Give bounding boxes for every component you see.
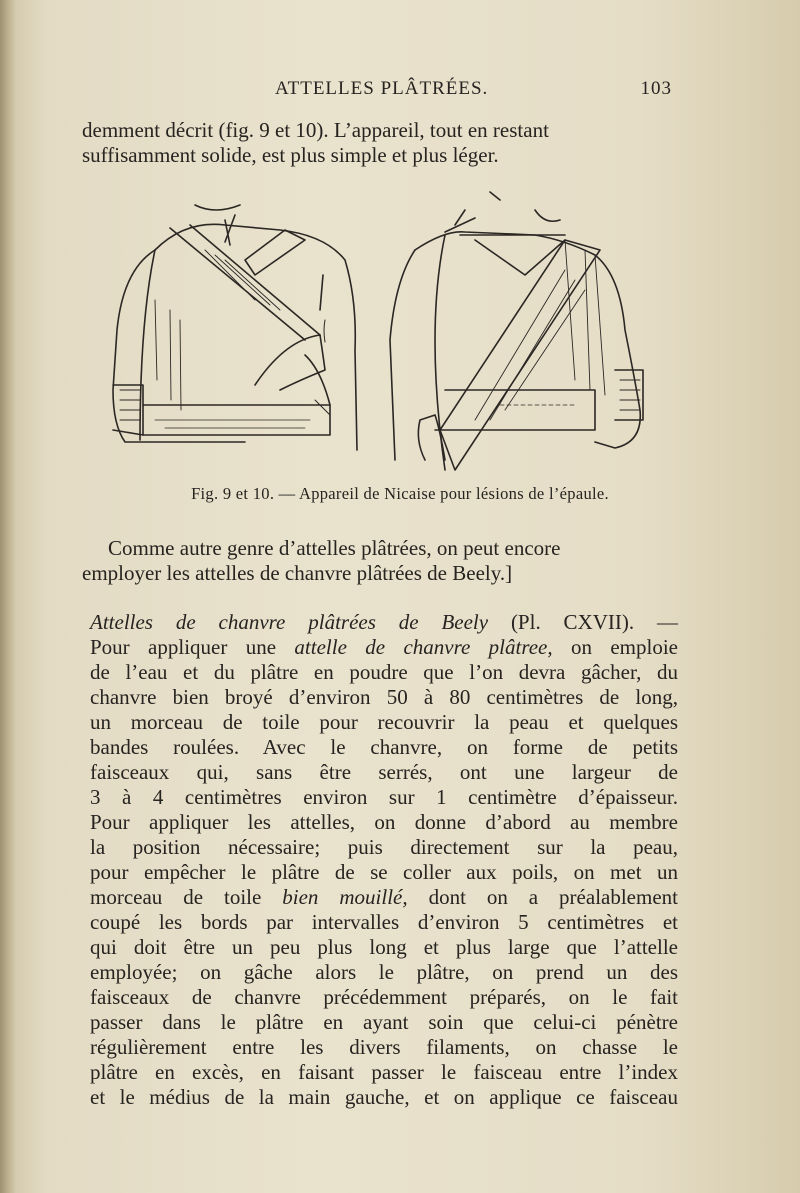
paragraph-beely-intro [82, 536, 674, 586]
running-title: ATTELLES PLÂTRÉES. [275, 78, 489, 99]
italic-term: bien mouillé, [282, 885, 408, 909]
figure-10-drawing [390, 192, 643, 470]
page-gutter-shadow [0, 0, 16, 1193]
text-fragment: dont on a préalablement [407, 885, 678, 909]
section-heading-line [90, 610, 678, 635]
text-line: Pour appliquer les attelles, on donne d’abord au membre [90, 810, 678, 834]
page-header [80, 78, 680, 108]
paragraph-continuation [82, 118, 678, 168]
text-line: la position nécessaire; puis directement sur la peau, [90, 835, 678, 859]
text-line: et le médius de la main gauche, et on applique ce faisceau [90, 1085, 678, 1109]
text-line: Comme autre genre d’attelles plâtrées, on peut encore [108, 536, 561, 560]
text-line: 3 à 4 centimètres environ sur 1 centimètre d’épaisseur. [90, 785, 678, 809]
text-line: demment décrit (fig. 9 et 10). L’appareil, tout en restant [82, 118, 549, 142]
text-line: de l’eau et du plâtre en poudre que l’on devra gâcher, du [90, 660, 678, 684]
text-line: plâtre en excès, en faisant passer le faisceau entre l’index [90, 1060, 678, 1084]
text-line: employer les attelles de chanvre plâtrées de Beely.] [82, 561, 513, 585]
text-line: régulièrement entre les divers filaments, on chasse le [90, 1035, 678, 1059]
italic-term: attelle de chanvre plâtree, [294, 635, 553, 659]
text-line: qui doit être un peu plus long et plus large que l’attelle [90, 935, 678, 959]
text-line [90, 635, 678, 660]
text-line: coupé les bords par intervalles d’environ 5 centimètres et [90, 910, 678, 934]
text-line [90, 885, 678, 910]
paragraph-beely-method [90, 610, 678, 1110]
figure-9-drawing [113, 205, 357, 450]
text-line: bandes roulées. Avec le chanvre, on forme de petits [90, 735, 678, 759]
text-fragment: Pour appliquer une [90, 635, 295, 659]
text-line: pour empêcher le plâtre de se coller aux poils, on met un [90, 860, 678, 884]
figure-shoulder-apparatus [95, 180, 675, 480]
section-heading-ref: (Pl. CXVII). — [488, 610, 678, 634]
text-fragment: morceau de toile [90, 885, 283, 909]
text-line: passer dans le plâtre en ayant soin que celui-ci pénètre [90, 1010, 678, 1034]
text-line: un morceau de toile pour recouvrir la peau et quelques [90, 710, 678, 734]
text-fragment: on emploie [552, 635, 679, 659]
figure-caption: Fig. 9 et 10. — Appareil de Nicaise pour lésions de l’épaule. [191, 484, 609, 503]
text-line: faisceaux qui, sans être serrés, ont une largeur de [90, 760, 678, 784]
text-line: faisceaux de chanvre précédemment préparés, on le fait [90, 985, 678, 1009]
text-line: chanvre bien broyé d’environ 50 à 80 centimètres de long, [90, 685, 678, 709]
text-line: suffisamment solide, est plus simple et plus léger. [82, 143, 499, 167]
text-line: employée; on gâche alors le plâtre, on prend un des [90, 960, 678, 984]
section-heading: Attelles de chanvre plâtrées de Beely [90, 610, 489, 634]
page-number: 103 [640, 78, 672, 99]
